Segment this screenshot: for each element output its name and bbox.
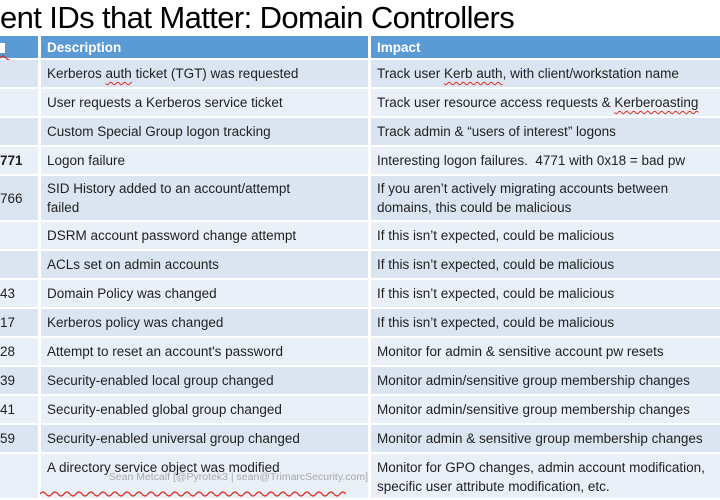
event-id-fragment: 28 [0, 344, 16, 359]
table-row[interactable] [0, 176, 720, 220]
description-cell[interactable] [41, 309, 368, 336]
text-segment: SID History added to an account/attempt [47, 181, 291, 196]
cell-text-line [377, 286, 720, 301]
table-row[interactable] [0, 396, 720, 423]
text-segment: failed [47, 200, 80, 215]
text-segment: If this isn’t expected, could be malicious [377, 257, 615, 272]
impact-cell[interactable] [371, 222, 720, 249]
impact-cell[interactable] [371, 367, 720, 394]
misspelled-text: Kerb auth [444, 66, 503, 81]
text-segment: domains, this could be malicious [377, 200, 572, 215]
cell-text-line [377, 431, 720, 446]
description-header-cell[interactable]: Description [41, 36, 368, 58]
misspelled-text: Kerberoasting [614, 95, 699, 110]
description-cell[interactable] [41, 176, 368, 220]
event-id-fragment: 59 [0, 431, 16, 446]
cell-text-line [377, 458, 720, 477]
cell-text-line [47, 402, 368, 417]
cell-text-line [377, 66, 720, 81]
description-cell[interactable] [41, 60, 368, 87]
text-segment: ACLs set on admin accounts [47, 257, 219, 272]
table-row[interactable] [0, 425, 720, 452]
cell-text-line [377, 153, 720, 168]
impact-cell[interactable] [371, 89, 720, 116]
event-id-table [0, 36, 720, 500]
cell-text-line [47, 286, 368, 301]
table-row[interactable] [0, 251, 720, 278]
table-row[interactable] [0, 280, 720, 307]
cell-text-line [377, 179, 720, 198]
event-id-cell[interactable] [0, 280, 38, 307]
event-id-fragment: 17 [0, 315, 16, 330]
description-cell[interactable] [41, 396, 368, 423]
text-segment: Security-enabled global group changed [47, 402, 282, 417]
event-id-cell[interactable] [0, 425, 38, 452]
table-row[interactable] [0, 309, 720, 336]
cell-text-line [377, 477, 720, 496]
text-segment: Track admin & “users of interest” logons [377, 124, 616, 139]
table-row[interactable] [0, 147, 720, 174]
cell-text-line [47, 315, 368, 330]
text-segment: User requests a Kerberos service ticket [47, 95, 283, 110]
text-segment: Logon failure [47, 153, 126, 168]
impact-header-cell[interactable]: Impact [371, 36, 720, 58]
text-segment: Custom Special Group logon tracking [47, 124, 271, 139]
text-segment: Monitor for GPO changes, admin account modification, [377, 460, 705, 475]
text-segment: If this isn’t expected, could be malicious [377, 315, 615, 330]
table-row[interactable] [0, 60, 720, 87]
slide-title[interactable]: ent IDs that Matter: Domain Controllers [0, 0, 515, 35]
cell-text-line [47, 198, 368, 217]
event-id-cell[interactable] [0, 89, 38, 116]
impact-cell[interactable] [371, 280, 720, 307]
event-id-header-fragment [0, 43, 5, 53]
event-id-cell[interactable] [0, 147, 38, 174]
cell-text-line [47, 179, 368, 198]
text-segment: If you aren’t actively migrating accounts between [377, 181, 669, 196]
event-id-fragment: 41 [0, 402, 16, 417]
description-cell[interactable] [41, 118, 368, 145]
event-id-cell[interactable] [0, 222, 38, 249]
event-id-header-cell[interactable] [0, 36, 38, 58]
cell-text-line [47, 66, 368, 81]
event-id-cell[interactable] [0, 309, 38, 336]
cell-text-line [377, 344, 720, 359]
event-id-cell[interactable] [0, 251, 38, 278]
event-id-cell[interactable] [0, 367, 38, 394]
event-id-fragment: 39 [0, 373, 16, 388]
text-segment: Monitor admin/sensitive group membership changes [377, 373, 690, 388]
text-segment: Interesting logon failures. 4771 with 0x18 = bad pw [377, 153, 686, 168]
text-segment: Monitor for admin & sensitive account pw resets [377, 344, 664, 359]
impact-cell[interactable] [371, 60, 720, 87]
table-row[interactable] [0, 367, 720, 394]
impact-cell[interactable] [371, 454, 720, 498]
impact-cell[interactable] [371, 251, 720, 278]
text-segment: ticket (TGT) was requested [131, 66, 299, 81]
text-segment: If this isn’t expected, could be malicious [377, 228, 615, 243]
cell-text-line [377, 402, 720, 417]
text-segment: Domain Policy was changed [47, 286, 217, 301]
event-id-cell[interactable] [0, 396, 38, 423]
text-segment: DSRM account password change attempt [47, 228, 297, 243]
cell-text-line [47, 431, 368, 446]
cell-text-line [377, 257, 720, 272]
text-segment: specific user attribute modification, etc. [377, 479, 610, 494]
text-segment: , with client/workstation name [502, 66, 679, 81]
cell-text-line [47, 373, 368, 388]
impact-cell[interactable] [371, 118, 720, 145]
event-id-cell[interactable] [0, 338, 38, 365]
text-segment: Track user resource access requests & [377, 95, 615, 110]
text-segment: Kerberos [47, 66, 106, 81]
event-id-cell[interactable] [0, 176, 38, 220]
table-row[interactable] [0, 89, 720, 116]
cell-text-line [47, 153, 368, 168]
cell-text-line [377, 124, 720, 139]
misspelled-text: auth [105, 66, 132, 81]
table-rows [0, 60, 720, 498]
impact-cell[interactable] [371, 147, 720, 174]
cell-text-line [377, 315, 720, 330]
cell-text-line [47, 124, 368, 139]
text-segment: Security-enabled local group changed [47, 373, 274, 388]
text-segment: Attempt to reset an account's password [47, 344, 283, 359]
table-row[interactable] [0, 338, 720, 365]
text-segment: Kerberos policy was changed [47, 315, 224, 330]
table-row[interactable] [0, 222, 720, 249]
description-cell[interactable] [41, 367, 368, 394]
description-cell[interactable] [41, 89, 368, 116]
description-cell[interactable] [41, 147, 368, 174]
cell-text-line [47, 95, 368, 110]
description-cell[interactable] [41, 222, 368, 249]
event-id-cell[interactable] [0, 60, 38, 87]
description-cell[interactable] [41, 251, 368, 278]
cell-text-line [47, 257, 368, 272]
impact-cell[interactable] [371, 338, 720, 365]
table-header-row [0, 36, 720, 58]
text-segment: Track user [377, 66, 445, 81]
impact-cell[interactable] [371, 396, 720, 423]
table-row[interactable] [0, 118, 720, 145]
text-segment: A directory service object was modified [47, 460, 280, 475]
cell-text-line [47, 344, 368, 359]
text-segment: If this isn’t expected, could be malicious [377, 286, 615, 301]
text-segment: Monitor admin/sensitive group membership changes [377, 402, 690, 417]
text-segment: Monitor admin & sensitive group membership changes [377, 431, 703, 446]
text-segment: Security-enabled universal group changed [47, 431, 300, 446]
event-id-fragment: 766 [0, 190, 23, 206]
event-id-fragment: 771 [0, 153, 23, 168]
attribution-text[interactable]: Sean Metcalf [@Pyrotek3 | sean@TrimarcSecurity.com] [108, 471, 368, 483]
cell-text-line [47, 228, 368, 243]
event-id-cell[interactable] [0, 118, 38, 145]
cell-text-line [377, 373, 720, 388]
cell-text-line [377, 198, 720, 217]
cell-text-line [377, 95, 720, 110]
description-cell[interactable] [41, 280, 368, 307]
cell-text-line [377, 228, 720, 243]
description-cell[interactable] [41, 338, 368, 365]
event-id-fragment: 43 [0, 286, 16, 301]
description-cell[interactable] [41, 425, 368, 452]
impact-cell[interactable] [371, 176, 720, 220]
impact-cell[interactable] [371, 309, 720, 336]
impact-cell[interactable] [371, 425, 720, 452]
